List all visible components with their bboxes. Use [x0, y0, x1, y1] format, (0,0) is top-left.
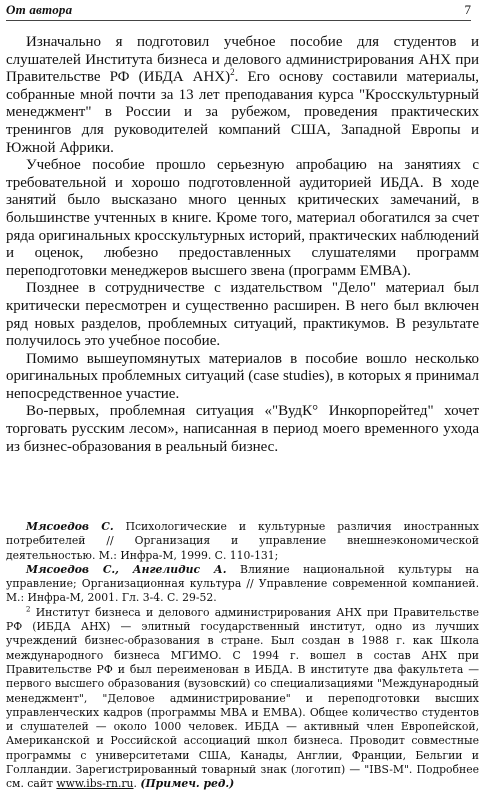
paragraph-3: Позднее в сотрудничестве с издательством "Дело" материал был критически пересмотрен и существенно расширен. В него был включен ряд новых разделов, проблемных ситуаций, практикумов. В результате получилось это учебное пособие.: [6, 280, 479, 350]
footnote-text: Психологические и культурные различия иностранных потребителей // Организация и управление внешнеэкономической деятельностью. М.: Инфра-М, 1999. С. 110-131;: [6, 520, 479, 562]
main-text: [6, 34, 479, 456]
paragraph-1: [6, 34, 479, 157]
footnote-punct: .: [133, 777, 141, 791]
footnote-ref-2[interactable]: 2: [230, 67, 235, 78]
paragraph-2: Учебное пособие прошло серьезную апробацию на занятиях с требовательной и хорошо подготовленной аудиторией ИБДА. В ходе занятий было высказано много ценных критических замечаний, в большинстве учтенных в книге. Кроме того, материал обогатился за счет ряда оригинальных кросскультурных историй, практических наблюдений и оценок, любезно предоставленных слушателями программ переподготовки менеджеров высшего звена (программ ЕМВА).: [6, 157, 479, 279]
footnote-1-ref-b: [6, 563, 479, 606]
paragraph-5: Во-первых, проблемная ситуация «"ВудК° Инкорпорейтед" хочет торговать русским лесом», написанная в период моего временного ухода из бизнес-образования в реальный бизнес.: [6, 403, 479, 455]
paragraph-1-part-b: . Его основу составили материалы, собранные мной почти за 13 лет преподавания курса "Кросскультурный менеджмент" в России и за рубежом, проведения практических тренингов для руководителей компаний США, Западной Европы и Южной Африки.: [6, 69, 479, 156]
paragraph-4: Помимо вышеупомянутых материалов в пособие вошло несколько оригинальных проблемных ситуаций (case studies), в которых я принимал непосредственное участие.: [6, 350, 479, 402]
footnote-author: Мясоедов С.: [26, 520, 114, 533]
footnote-1-ref-a: [6, 520, 479, 563]
website-link[interactable]: www.ibs-rn.ru: [56, 777, 134, 791]
running-header: [6, 0, 471, 21]
paragraph-1-part-a: Изначально я подготовил учебное пособие для студентов и слушателей Института бизнеса и делового администрирования АНХ при Правительстве РФ (ИБДА АНХ): [6, 34, 479, 86]
page-number: 7: [464, 2, 471, 17]
footnote-text: Влияние национальной культуры на управление; Организационная культура // Управление современной компанией. М.: Инфра-М, 2001. Гл. 3-4. С. 29-52.: [6, 562, 479, 605]
footnote-2: [6, 606, 479, 792]
running-title: От автора: [6, 2, 73, 17]
editor-note: (Примеч. ред.): [140, 777, 235, 791]
footnote-author: Мясоедов С., Ангелидис А.: [26, 562, 227, 576]
footnote-marker: 2: [26, 605, 31, 614]
footnote-text: Институт бизнеса и делового администрирования АНХ при Правительстве РФ (ИБДА АНХ) — элитный государственный институт, одно из лучших учреждений бизнес-образования в стране. Был создан в 1988 г. как Школа международного бизнеса МГИМО. С 1994 г. вошел в состав АНХ при Правительстве РФ и был переименован в ИБДА. В институте два факультета — первого высшего образования (вузовский) со специализациями "Международный менеджмент", "Деловое администрирование" и переподготовки высших управленческих кадров (программы МВА и ЕМВА). Общее количество студентов и слушателей — около 1000 человек. ИБДА — активный член Европейской, Американской и Российской ассоциаций школ бизнеса. Проводит совместные программы с университетами США, Канады, Англии, Франции, Бельгии и Голландии. Зарегистрированный товарный знак (логотип) — "IBS-M". Подробнее см. сайт: [6, 605, 479, 791]
footnotes: [6, 520, 479, 792]
